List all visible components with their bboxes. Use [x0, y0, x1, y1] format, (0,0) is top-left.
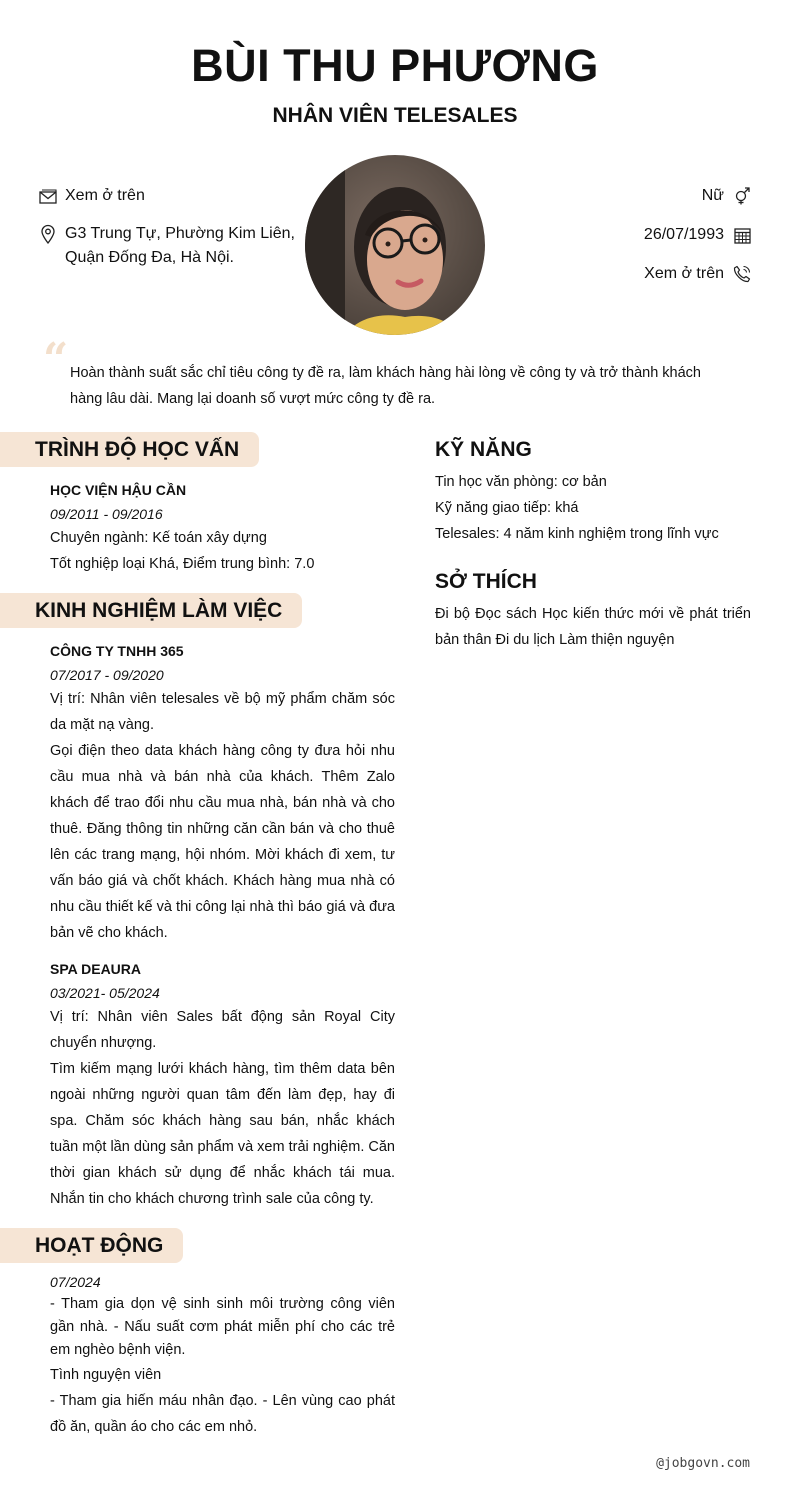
experience-heading: KINH NGHIỆM LÀM VIỆC	[0, 593, 302, 628]
activity-line: - Tham gia dọn vệ sinh sinh môi trường công viên gần nhà. - Nấu suất cơm phát miễn phí cho các trẻ em nghèo bệnh viện.	[50, 1296, 395, 1358]
contact-address	[38, 222, 298, 270]
activity-line: - Tham gia hiến máu nhân đạo. - Lên vùng cao phát đồ ăn, quần áo cho các em nhỏ.	[50, 1393, 395, 1435]
job-description: Gọi điện theo data khách hàng công ty đưa hỏi nhu cầu mua nhà và bán nhà của khách. Thêm Zalo khách để trao đổi nhu cầu mua nhà, bán nhà và cho thuê. Đăng thông tin những căn cần bán và cho thuê lên các trang mạng, hội nhóm. Mời khách đi xem, tư vấn báo giá và chốt khách. Khách hàng mua nhà có nhu cầu thiết kế và thi công lại nhà thì báo giá và đưa bản vẽ cho khách.	[50, 743, 395, 941]
gender-value: Nữ	[701, 187, 724, 204]
job-description: Tìm kiếm mạng lưới khách hàng, tìm thêm data bên ngoài những người quan tâm đến làm đẹp, hay đi spa. Chăm sóc khách hàng sau bán, nhắc khách tuần một lần dùng sản phẩm và xem trải nghiệm. Căn thời gian khách sử dụng để nhắc khách tái mua. Nhắn tin cho khách chương trình sale của công ty.	[50, 1061, 395, 1207]
school-name: HỌC VIỆN HẬU CẦN	[50, 482, 187, 498]
contact-birthday	[512, 223, 752, 247]
right-column	[435, 432, 751, 653]
contact-right	[512, 184, 752, 301]
contact-left	[38, 184, 298, 284]
experience-job-2	[50, 956, 395, 1212]
job-role: Vị trí: Nhân viên Sales bất động sản Royal City chuyển nhượng.	[50, 1009, 395, 1051]
experience-job-1	[50, 638, 395, 946]
skills-heading: KỸ NĂNG	[435, 438, 532, 461]
contact-email	[38, 184, 298, 208]
phone-icon	[732, 262, 752, 286]
footer-watermark: @jobgovn.com	[656, 1456, 750, 1471]
skill-item: Tin học văn phòng: cơ bản	[435, 474, 607, 490]
education-result: Tốt nghiệp loại Khá, Điểm trung bình: 7.0	[50, 556, 315, 572]
contact-gender	[512, 184, 752, 208]
education-block	[50, 477, 395, 577]
contact-phone	[512, 262, 752, 286]
location-pin-icon	[38, 222, 58, 246]
gender-icon	[732, 184, 752, 208]
calendar-icon	[732, 223, 752, 247]
left-column	[0, 432, 395, 1440]
address-value: G3 Trung Tự, Phường Kim Liên, Quận Đống Đa, Hà Nội.	[65, 225, 295, 266]
email-value: Xem ở trên	[65, 187, 145, 204]
quote-icon: “	[43, 334, 69, 385]
activity-role: Tình nguyện viên	[50, 1367, 162, 1383]
hobbies-text: Đi bộ Đọc sách Học kiến thức mới về phát triển bản thân Đi du lịch Làm thiện nguyện	[435, 606, 751, 648]
summary-text: Hoàn thành suất sắc chỉ tiêu công ty đề ra, làm khách hàng hài lòng về công ty và trở thành khách hàng lâu dài. Mang lại doanh số vượt mức công ty đề ra.	[70, 365, 701, 407]
activities-heading: HOẠT ĐỘNG	[0, 1228, 183, 1263]
activities-block	[50, 1271, 395, 1440]
candidate-name: BÙI THU PHƯƠNG	[191, 40, 599, 91]
phone-value: Xem ở trên	[644, 265, 724, 282]
job-dates: 03/2021- 05/2024	[50, 985, 160, 1001]
job-title: NHÂN VIÊN TELESALES	[272, 104, 518, 127]
education-heading: TRÌNH ĐỘ HỌC VẤN	[0, 432, 259, 467]
job-role: Vị trí: Nhân viên telesales về bộ mỹ phẩm chăm sóc da mặt nạ vàng.	[50, 691, 395, 733]
education-major: Chuyên ngành: Kế toán xây dựng	[50, 530, 267, 546]
skill-item: Kỹ năng giao tiếp: khá	[435, 500, 579, 516]
skills-list	[435, 469, 751, 547]
job-company: SPA DEAURA	[50, 961, 142, 977]
education-dates: 09/2011 - 09/2016	[50, 506, 163, 522]
activity-dates: 07/2024	[50, 1274, 101, 1290]
avatar	[305, 155, 485, 335]
job-dates: 07/2017 - 09/2020	[50, 667, 164, 683]
hobbies-heading: SỞ THÍCH	[435, 570, 537, 593]
skill-item: Telesales: 4 năm kinh nghiệm trong lĩnh vực	[435, 526, 719, 542]
mail-icon	[38, 184, 58, 208]
job-company: CÔNG TY TNHH 365	[50, 643, 184, 659]
birthday-value: 26/07/1993	[643, 226, 724, 243]
